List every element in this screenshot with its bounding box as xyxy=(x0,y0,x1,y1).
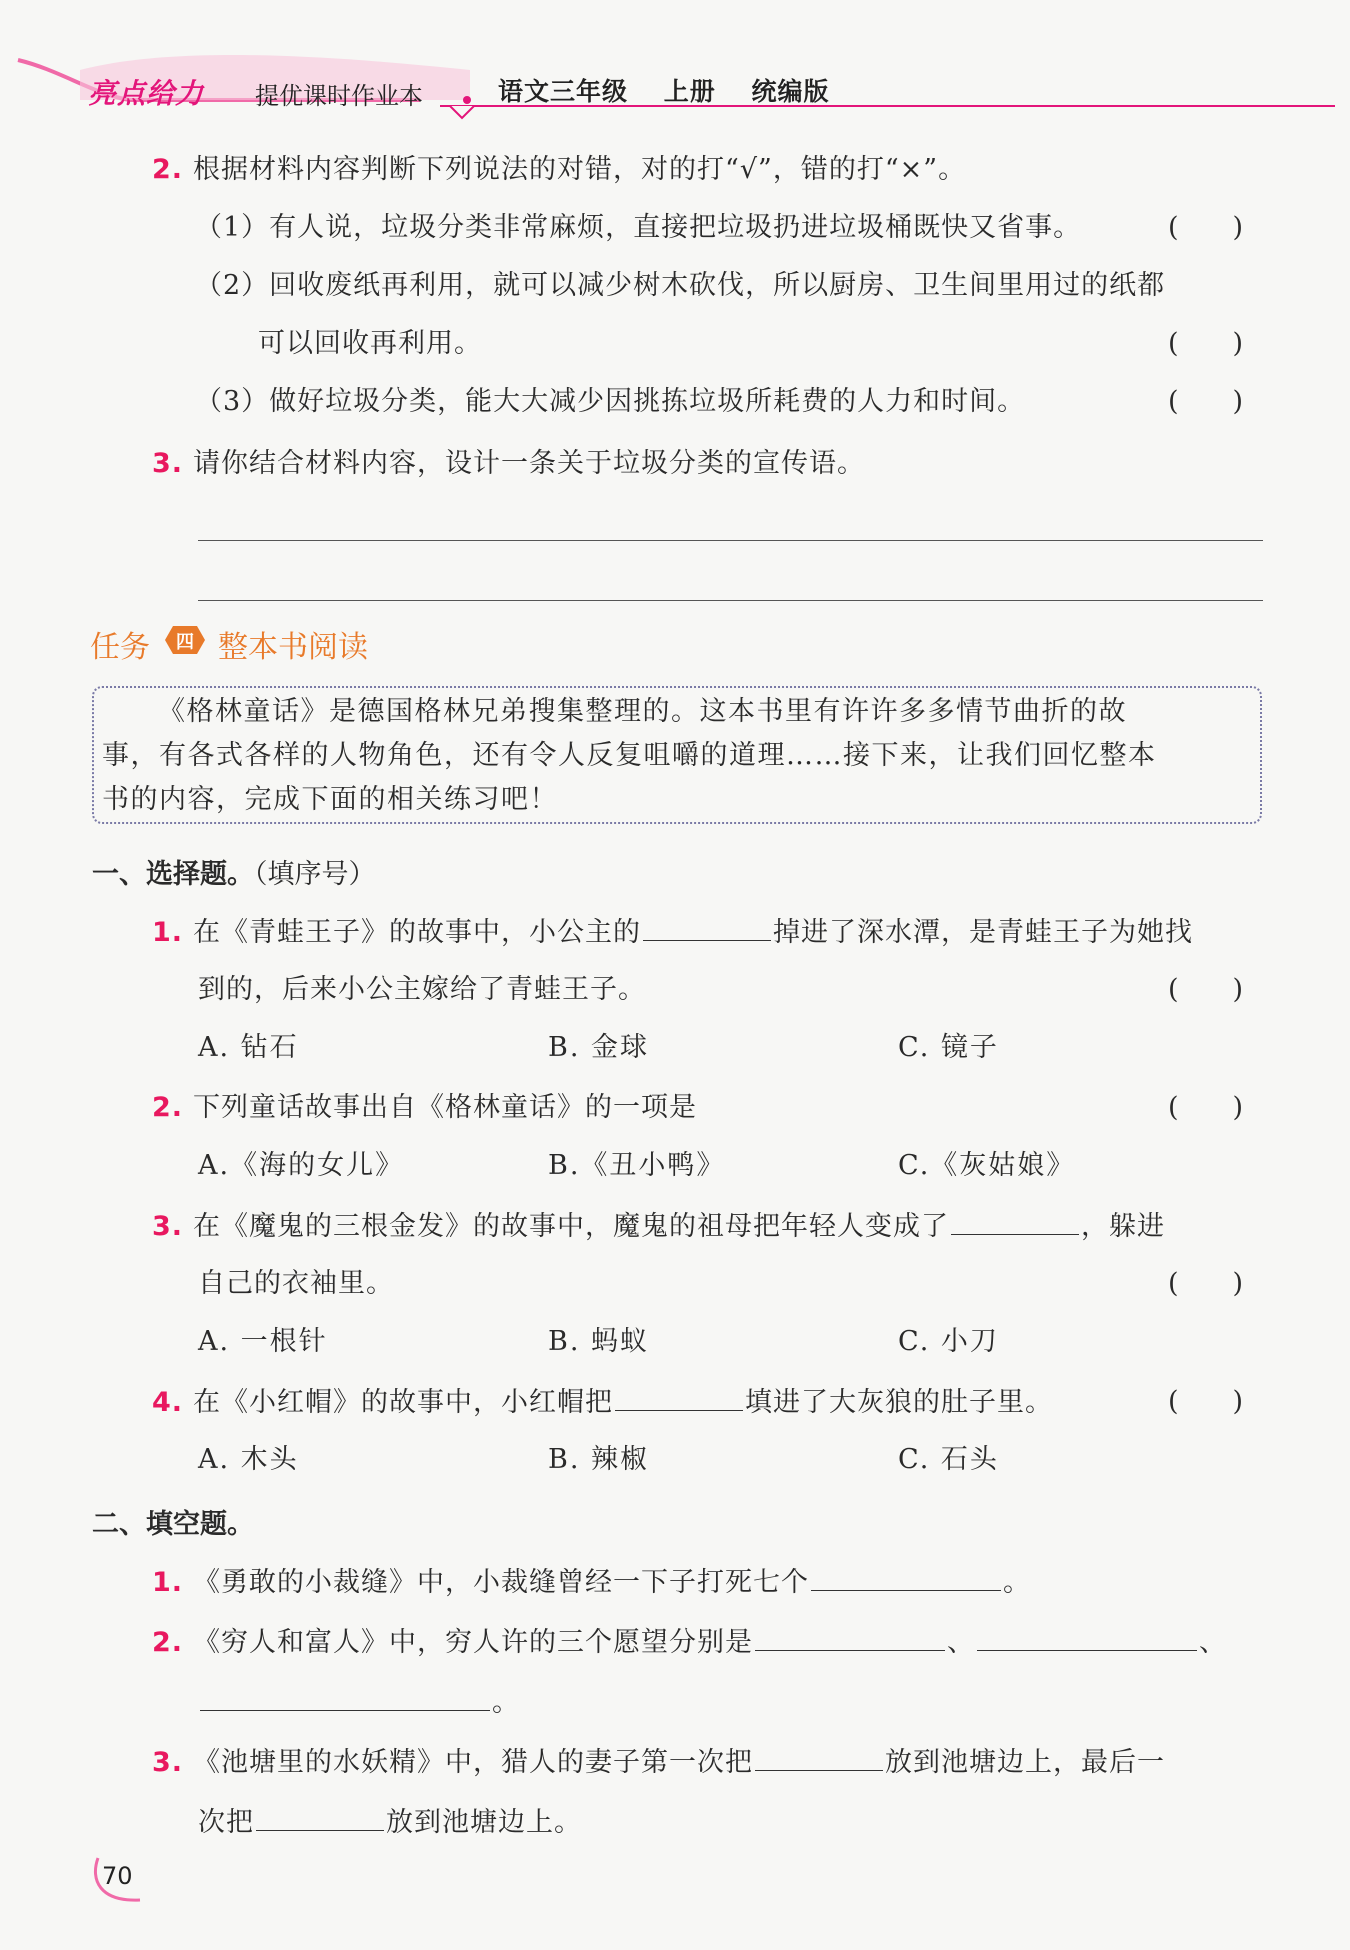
series-subtitle: 提优课时作业本 xyxy=(255,82,423,110)
option-b[interactable]: B. 蚂蚁 xyxy=(548,1326,650,1357)
page-number: 70 xyxy=(102,1862,133,1890)
section-2-title: 二、填空题。 xyxy=(92,1509,254,1540)
volume: 上册 xyxy=(663,77,716,106)
option-b[interactable]: B. 辣椒 xyxy=(548,1444,650,1475)
fill-blank[interactable] xyxy=(615,1384,743,1411)
fill-question-1: 1. 《勇敢的小裁缝》中，小裁缝曾经一下子打死七个 。 xyxy=(152,1564,1031,1601)
answer-paren[interactable]: ( ) xyxy=(1168,974,1244,1005)
choice-question-1-cont: 到的，后来小公主嫁给了青蛙王子。 xyxy=(198,974,646,1005)
intro-line-2: 事，有各式各样的人物角色，还有令人反复咀嚼的道理……接下来，让我们回忆整本 xyxy=(102,740,1157,771)
fill-question-3: 3. 《池塘里的水妖精》中，猎人的妻子第一次把 放到池塘边上，最后一 xyxy=(152,1744,1165,1781)
intro-line-1: 《格林童话》是德国格林兄弟搜集整理的。这本书里有许许多多情节曲折的故 xyxy=(158,696,1127,727)
option-b[interactable]: B.《丑小鸭》 xyxy=(548,1150,726,1181)
option-a[interactable]: A. 木头 xyxy=(198,1444,299,1475)
question-number: 3. xyxy=(152,448,184,479)
choice-question-1: 1. 在《青蛙王子》的故事中，小公主的 掉进了深水潭，是青蛙王子为她找 xyxy=(152,914,1193,951)
fill-blank[interactable] xyxy=(755,1624,945,1651)
option-a[interactable]: A. 一根针 xyxy=(198,1326,328,1357)
fill-blank[interactable] xyxy=(811,1564,1001,1591)
judge-item-3: （3）做好垃圾分类，能大大减少因挑拣垃圾所耗费的人力和时间。 xyxy=(195,386,1026,417)
answer-paren[interactable]: ( ) xyxy=(1168,328,1244,359)
choice-question-4: 4. 在《小红帽》的故事中，小红帽把 填进了大灰狼的肚子里。 xyxy=(152,1384,1053,1421)
intro-line-3: 书的内容，完成下面的相关练习吧！ xyxy=(102,784,558,815)
judge-item-2: （2）回收废纸再利用，就可以减少树木砍伐，所以厨房、卫生间里用过的纸都 xyxy=(195,270,1166,301)
answer-paren[interactable]: ( ) xyxy=(1168,1268,1244,1299)
choice-question-2: 2. 下列童话故事出自《格林童话》的一项是 xyxy=(152,1092,698,1123)
question-2 xyxy=(152,152,966,188)
brand-logo: 亮点给力 xyxy=(88,77,205,110)
fill-blank[interactable] xyxy=(755,1744,883,1771)
option-c[interactable]: C.《灰姑娘》 xyxy=(898,1150,1076,1181)
fill-question-2-cont: 。 xyxy=(198,1684,520,1721)
task-label: 任务 xyxy=(90,630,150,665)
fill-blank[interactable] xyxy=(256,1804,384,1831)
answer-line[interactable] xyxy=(198,540,1263,541)
answer-paren[interactable]: ( ) xyxy=(1168,1386,1244,1417)
task-number: 四 xyxy=(176,632,194,653)
option-c[interactable]: C. 石头 xyxy=(898,1444,999,1475)
answer-line[interactable] xyxy=(198,600,1263,601)
question-stem: 请你结合材料内容，设计一条关于垃圾分类的宣传语。 xyxy=(193,448,866,479)
question-number: 2. xyxy=(152,154,184,185)
choice-question-3-cont: 自己的衣袖里。 xyxy=(198,1268,394,1299)
book-info xyxy=(498,72,829,108)
fill-blank[interactable] xyxy=(951,1208,1079,1235)
judge-item-2-cont: 可以回收再利用。 xyxy=(258,328,482,359)
option-c[interactable]: C. 镜子 xyxy=(898,1032,999,1063)
option-c[interactable]: C. 小刀 xyxy=(898,1326,999,1357)
answer-paren[interactable]: ( ) xyxy=(1168,386,1244,417)
judge-item-1: （1）有人说，垃圾分类非常麻烦，直接把垃圾扔进垃圾桶既快又省事。 xyxy=(195,212,1082,243)
edition: 统编版 xyxy=(751,77,830,106)
question-stem: 根据材料内容判断下列说法的对错，对的打“√”，错的打“×”。 xyxy=(193,154,967,185)
subject: 语文三年级 xyxy=(498,77,629,106)
option-b[interactable]: B. 金球 xyxy=(548,1032,650,1063)
fill-question-3-cont: 次把 放到池塘边上。 xyxy=(198,1804,582,1841)
option-a[interactable]: A.《海的女儿》 xyxy=(198,1150,405,1181)
fill-blank[interactable] xyxy=(977,1624,1197,1651)
section-1-title: 一、选择题。（填序号） xyxy=(92,859,376,890)
task-title: 整本书阅读 xyxy=(218,630,368,665)
answer-paren[interactable]: ( ) xyxy=(1168,212,1244,243)
choice-question-3: 3. 在《魔鬼的三根金发》的故事中，魔鬼的祖母把年轻人变成了 ，躲进 xyxy=(152,1208,1165,1245)
question-3 xyxy=(152,446,865,482)
option-a[interactable]: A. 钻石 xyxy=(198,1032,299,1063)
fill-blank[interactable] xyxy=(200,1684,490,1711)
fill-blank[interactable] xyxy=(643,914,771,941)
answer-paren[interactable]: ( ) xyxy=(1168,1092,1244,1123)
fill-question-2: 2. 《穷人和富人》中，穷人许的三个愿望分别是 、 、 xyxy=(152,1624,1227,1661)
